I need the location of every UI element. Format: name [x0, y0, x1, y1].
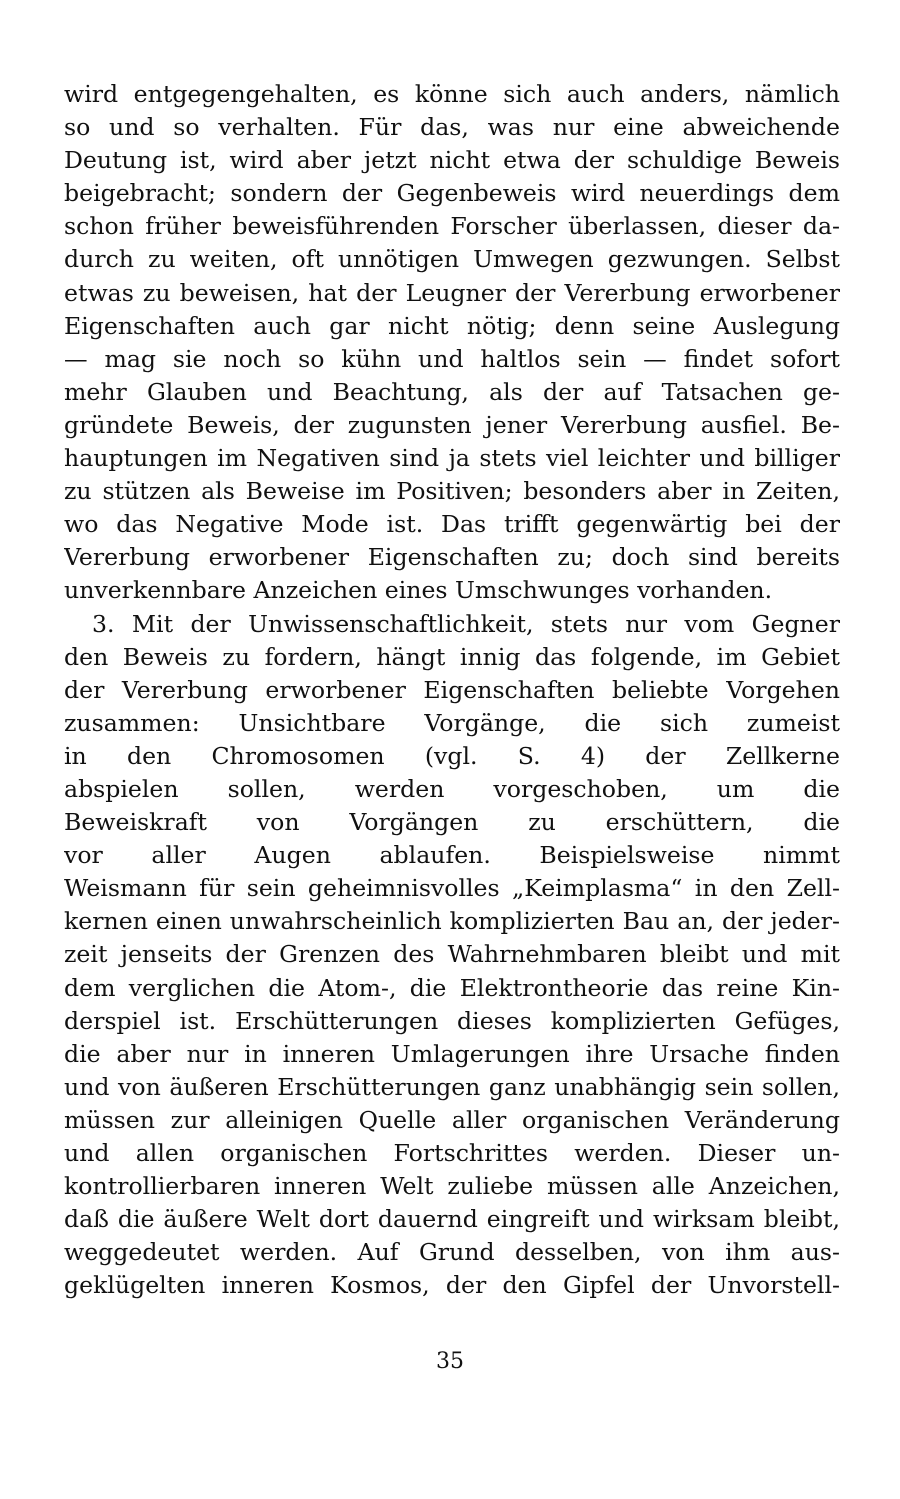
text-line: gründete Beweis, der zugunsten jener Vererbung ausfiel. Be- — [64, 410, 840, 439]
text-line: müssen zur alleinigen Quelle aller organischen Veränderung — [64, 1105, 840, 1134]
text-line: 3. Mit der Unwissenschaftlichkeit, stets nur vom Gegner — [92, 609, 840, 638]
text-line: hauptungen im Negativen sind ja stets viel leichter und billiger — [64, 444, 840, 473]
text-line: wird entgegengehalten, es könne sich auch anders, nämlich — [64, 80, 840, 108]
page-number: 35 — [436, 1349, 464, 1374]
text-line: in den Chromosomen (vgl. S. 4) der Zellkerne — [64, 741, 840, 770]
text-line: Deutung ist, wird aber jetzt nicht etwa der schuldige Beweis — [64, 146, 840, 175]
text-line: derspiel ist. Erschütterungen dieses komplizierten Gefüges, — [64, 1006, 840, 1035]
text-line: zu stützen als Beweise im Positiven; besonders aber in Zeiten, — [64, 477, 840, 506]
text-line: geklügelten inneren Kosmos, der den Gipfel der Unvorstell- — [64, 1271, 840, 1300]
text-line: — mag sie noch so kühn und haltlos sein — findet sofort — [64, 344, 840, 373]
text-line: dem verglichen die Atom-, die Elektrontheorie das reine Kin- — [64, 973, 840, 1002]
text-line: Weismann für sein geheimnisvolles „Keimplasma“ in den Zell- — [64, 874, 840, 903]
text-line: beigebracht; sondern der Gegenbeweis wird neuerdings dem — [64, 179, 840, 208]
text-line: schon früher beweisführenden Forscher überlassen, dieser da- — [64, 212, 840, 241]
text-line: Eigenschaften auch gar nicht nötig; denn seine Auslegung — [64, 311, 840, 340]
text-line: Beweiskraft von Vorgängen zu erschüttern, die — [64, 808, 840, 837]
text-line: zusammen: Unsichtbare Vorgänge, die sich zumeist — [64, 708, 840, 737]
text-line: kontrollierbaren inneren Welt zuliebe müssen alle Anzeichen, — [64, 1172, 840, 1201]
text-line: der Vererbung erworbener Eigenschaften beliebte Vorgehen — [64, 675, 840, 704]
text-line: Vererbung erworbener Eigenschaften zu; doch sind bereits — [64, 543, 840, 572]
text-line: wo das Negative Mode ist. Das trifft gegenwärtig bei der — [64, 510, 840, 539]
text-line: abspielen sollen, werden vorgeschoben, um die — [64, 774, 840, 803]
text-line: zeit jenseits der Grenzen des Wahrnehmbaren bleibt und mit — [64, 940, 840, 969]
text-line: und allen organischen Fortschrittes werden. Dieser un- — [64, 1139, 840, 1167]
text-line: mehr Glauben und Beachtung, als der auf Tatsachen ge- — [64, 377, 840, 406]
text-line: und von äußeren Erschütterungen ganz unabhängig sein sollen, — [64, 1072, 840, 1101]
text-line: so und so verhalten. Für das, was nur eine abweichende — [64, 113, 840, 142]
text-line: daß die äußere Welt dort dauernd eingreift und wirksam bleibt, — [64, 1205, 840, 1234]
text-line: die aber nur in inneren Umlagerungen ihre Ursache finden — [64, 1039, 840, 1068]
text-line: durch zu weiten, oft unnötigen Umwegen gezwungen. Selbst — [64, 245, 840, 274]
body-text — [64, 78, 840, 1302]
text-line: den Beweis zu fordern, hängt innig das folgende, im Gebiet — [64, 642, 840, 671]
text-line: kernen einen unwahrscheinlich komplizierten Bau an, der jeder- — [64, 907, 840, 936]
text-line: unverkennbare Anzeichen eines Umschwunges vorhanden. — [64, 576, 773, 605]
text-line: etwas zu beweisen, hat der Leugner der Vererbung erworbener — [64, 278, 840, 307]
text-line: vor aller Augen ablaufen. Beispielsweise nimmt — [64, 841, 840, 870]
text-line: weggedeutet werden. Auf Grund desselben, von ihm aus- — [64, 1238, 840, 1267]
